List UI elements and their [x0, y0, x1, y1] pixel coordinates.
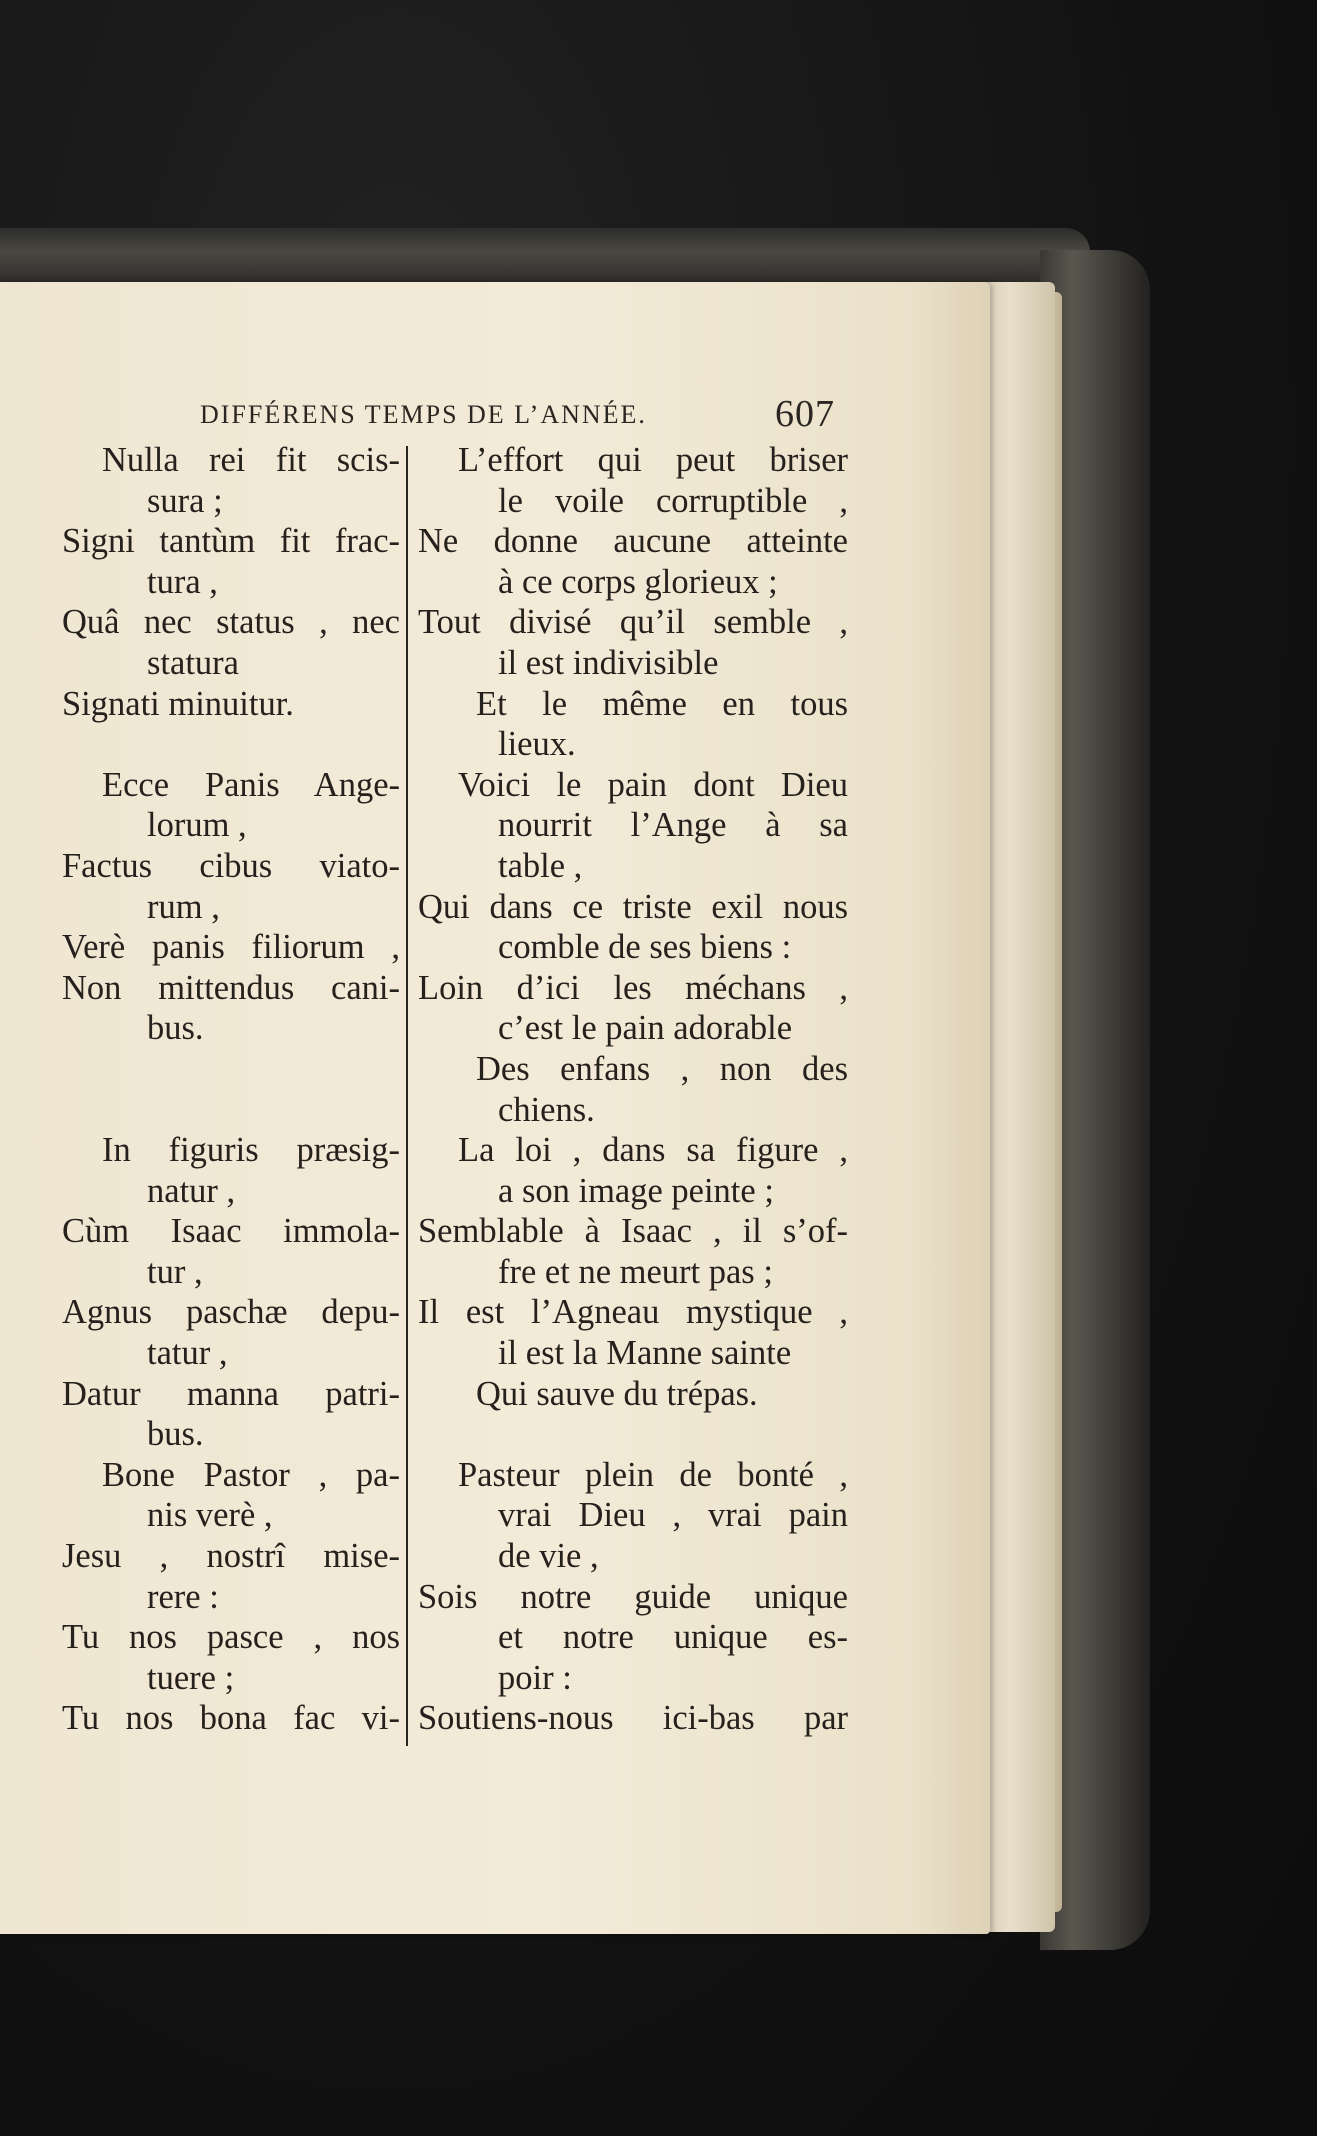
verse-line: il est indivisible — [498, 643, 719, 682]
page-stack-edge — [980, 282, 1055, 1932]
verse-line: rum , — [147, 887, 220, 926]
verse-line: lorum , — [147, 806, 247, 845]
verse-line: comble de ses biens : — [498, 928, 792, 967]
verse-line: Tu nos pasce , nos — [62, 1618, 400, 1657]
verse-line: Semblable à Isaac , il s’of- — [418, 1212, 848, 1251]
verse-line: c’est le pain adorable — [498, 1009, 793, 1048]
verse-line: de vie , — [498, 1537, 599, 1576]
verse-line: nis verè , — [147, 1496, 273, 1535]
latin-column — [62, 440, 400, 1739]
verse-line: Soutiens-nous ici-bas par — [418, 1699, 848, 1738]
verse-line: rere : — [147, 1577, 219, 1616]
verse-line: Voici le pain dont Dieu — [458, 765, 848, 804]
verse-line: Quâ nec status , nec — [62, 603, 400, 642]
book-cover-top-edge — [0, 228, 1090, 286]
verse-line: Ecce Panis Ange- — [102, 765, 400, 804]
verse-line: Signati minuitur. — [62, 684, 294, 723]
verse-line: bus. — [147, 1009, 204, 1048]
verse-line: Il est l’Agneau mystique , — [418, 1293, 848, 1332]
running-title: DIFFÉRENS TEMPS DE L’ANNÉE. — [200, 400, 647, 429]
verse-line: poir : — [498, 1658, 572, 1697]
verse-line: statura — [147, 643, 239, 682]
verse-line: lieux. — [498, 725, 576, 764]
verse-line: tatur , — [147, 1334, 228, 1373]
verse-line: fre et ne meurt pas ; — [498, 1252, 773, 1291]
verse-line: sura ; — [147, 481, 223, 520]
verse-line — [62, 724, 400, 765]
verse-line: il est la Manne sainte — [498, 1334, 792, 1373]
verse-line: et notre unique es- — [498, 1618, 848, 1657]
page-number: 607 — [775, 393, 835, 435]
verse-line: a son image peinte ; — [498, 1171, 774, 1210]
verse-line: Et le même en tous — [476, 684, 848, 723]
verse-line: Sois notre guide unique — [418, 1577, 848, 1616]
verse-line: Des enfans , non des — [476, 1049, 848, 1088]
verse-line: Signi tantùm fit frac- — [62, 522, 400, 561]
verse-line: nourrit l’Ange à sa — [498, 806, 848, 845]
column-divider — [406, 446, 408, 1746]
verse-line: Ne donne aucune atteinte — [418, 522, 848, 561]
verse-line: vrai Dieu , vrai pain — [498, 1496, 848, 1535]
verse-line — [62, 1049, 400, 1090]
verse-line: Qui sauve du trépas. — [476, 1374, 758, 1413]
verse-line: Nulla rei fit scis- — [102, 441, 400, 479]
verse-line: chiens. — [498, 1090, 595, 1129]
verse-line: Cùm Isaac immola- — [62, 1212, 400, 1251]
verse-line: Tout divisé qu’il semble , — [418, 603, 848, 642]
verse-line: Factus cibus viato- — [62, 846, 400, 885]
verse-line: Datur manna patri- — [62, 1374, 400, 1413]
verse-line: bus. — [147, 1415, 204, 1454]
verse-line: Non mittendus cani- — [62, 968, 400, 1007]
verse-line: Agnus paschæ depu- — [62, 1293, 400, 1332]
verse-line: le voile corruptible , — [498, 481, 848, 520]
verse-line: In figuris præsig- — [102, 1131, 400, 1170]
verse-line: Tu nos bona fac vi- — [62, 1699, 400, 1738]
verse-line: La loi , dans sa figure , — [458, 1131, 848, 1170]
verse-line: tur , — [147, 1252, 203, 1291]
running-head — [200, 392, 835, 442]
french-column — [418, 440, 848, 1739]
verse-line: Jesu , nostrî mise- — [62, 1537, 400, 1576]
verse-line: table , — [498, 846, 583, 885]
verse-line: tura , — [147, 562, 218, 601]
verse-line: Loin d’ici les méchans , — [418, 968, 848, 1007]
verse-line: à ce corps glorieux ; — [498, 562, 778, 601]
verse-line: Pasteur plein de bonté , — [458, 1455, 848, 1494]
verse-line: Qui dans ce triste exil nous — [418, 887, 848, 926]
verse-line: L’effort qui peut briser — [458, 441, 848, 479]
verse-line: tuere ; — [147, 1658, 235, 1697]
verse-line: Bone Pastor , pa- — [102, 1455, 400, 1494]
verse-line: natur , — [147, 1171, 236, 1210]
verse-line — [418, 1414, 848, 1455]
verse-line — [62, 1090, 400, 1131]
verse-line: Verè panis filiorum , — [62, 928, 400, 967]
